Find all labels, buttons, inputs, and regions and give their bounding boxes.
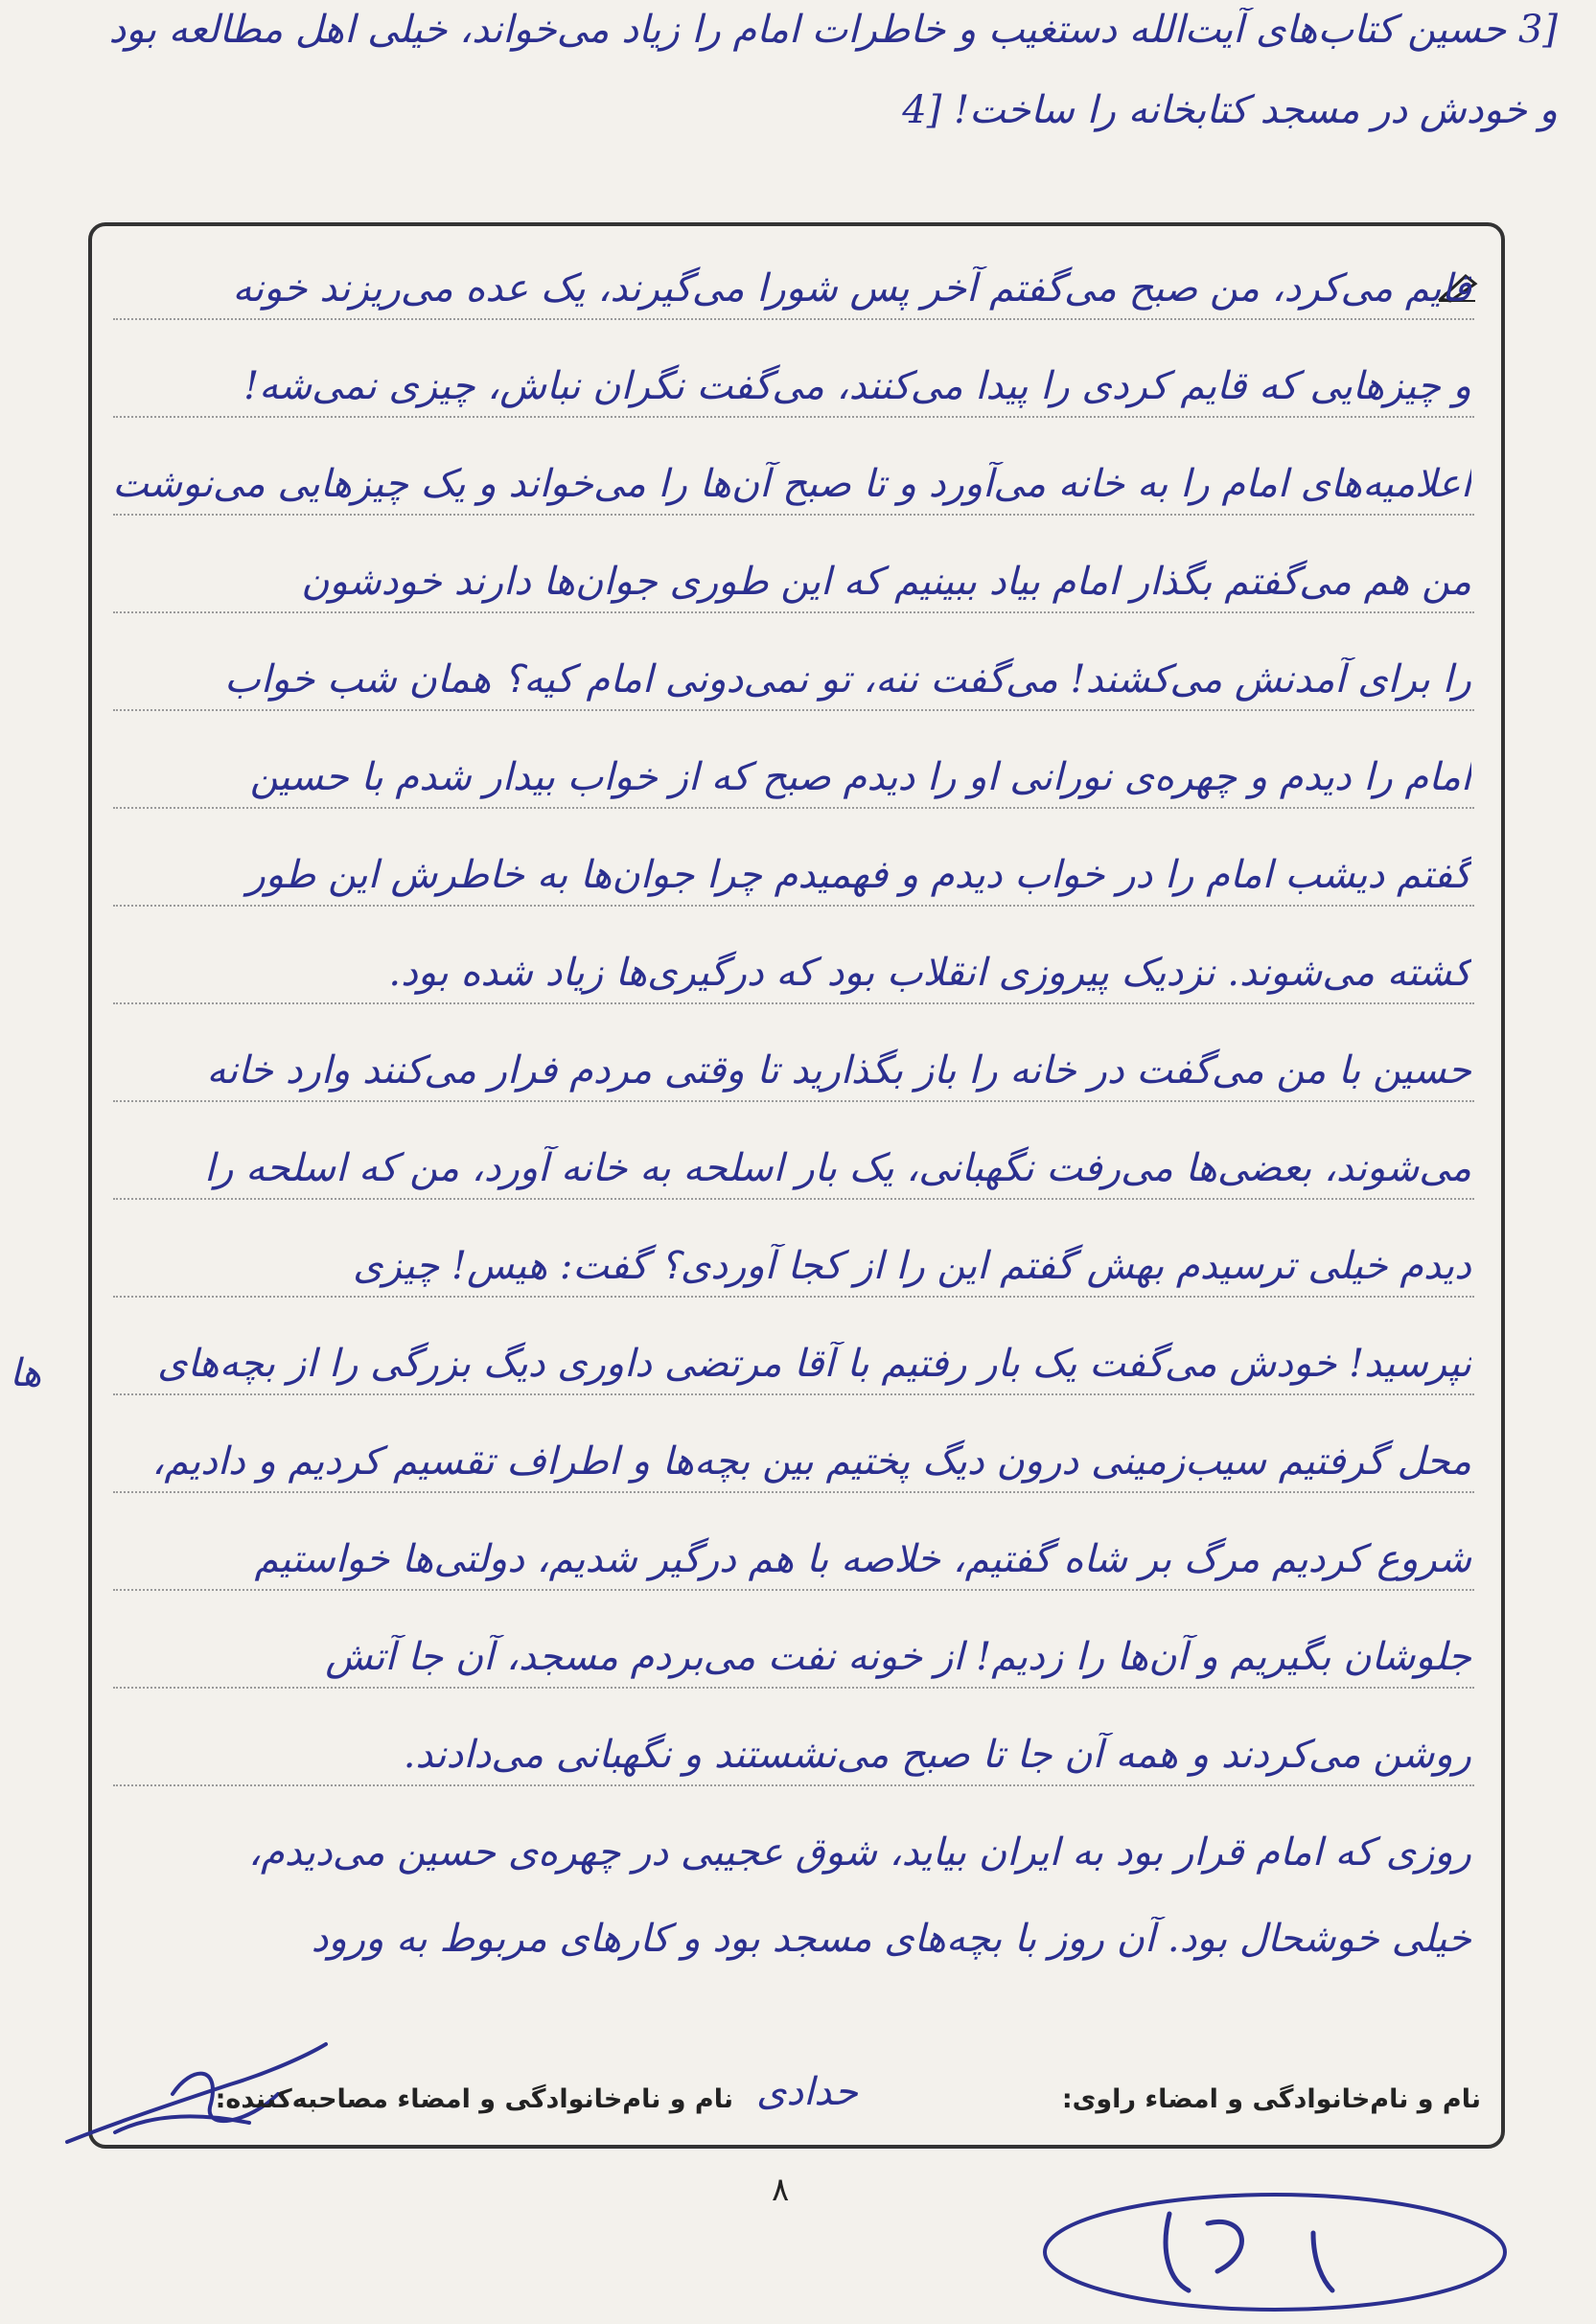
body-line-8: کشته می‌شوند. نزدیک پیروزی انقلاب بود که درگیری‌ها زیاد شده بود. <box>388 951 1471 995</box>
body-line-17: روزی که امام قرار بود به ایران بیاید، شوق عجیبی در چهره‌ی حسین می‌دیدم، <box>248 1830 1471 1875</box>
margin-note: ها <box>10 1351 42 1395</box>
ruled-line <box>113 1393 1474 1395</box>
interviewer-label: نام و نام‌خانوادگی و امضاء مصاحبه‌کننده: <box>215 2084 733 2114</box>
ruled-line <box>113 709 1474 711</box>
ruled-line <box>113 1296 1474 1298</box>
ruled-line <box>113 1687 1474 1689</box>
body-line-15: جلوشان بگیریم و آن‌ها را زدیم! از خونه نفت می‌بردم مسجد، آن جا آتش <box>325 1635 1471 1679</box>
body-line-7: گفتم دیشب امام را در خواب دیدم و فهمیدم چرا جوان‌ها به خاطرش این طور <box>246 853 1471 897</box>
ruled-line <box>113 416 1474 418</box>
interviewer-signature <box>1026 2175 1524 2319</box>
ruled-line <box>113 1100 1474 1102</box>
ruled-line <box>113 318 1474 320</box>
body-line-6: امام را دیدم و چهره‌ی نورانی او را دیدم صبح که از خواب بیدار شدم با حسین <box>249 755 1471 799</box>
ruled-line <box>113 1198 1474 1200</box>
body-line-10: می‌شوند، بعضی‌ها می‌رفت نگهبانی، یک بار اسلحه به خانه آورد، من که اسلحه را <box>204 1146 1471 1190</box>
ruled-line <box>113 1784 1474 1786</box>
body-line-11: دیدم خیلی ترسیدم بهش گفتم این را از کجا آوردی؟ گفت: هیس! چیزی <box>353 1244 1471 1288</box>
page-number: ٨ <box>772 2171 790 2209</box>
body-line-2: و چیزهایی که قایم کردی را پیدا می‌کنند، می‌گفت نگران نباش، چیزی نمی‌شه! <box>243 364 1471 408</box>
body-line-5: را برای آمدنش می‌کشند! می‌گفت ننه، تو نمی‌دونی امام کیه؟ همان شب خواب <box>224 657 1471 702</box>
body-line-3: اعلامیه‌های امام را به خانه می‌آورد و تا صبح آن‌ها را می‌خواند و یک چیزهایی می‌نوشت <box>112 462 1471 506</box>
ruled-line <box>113 1491 1474 1493</box>
top-note-line-2: و خودش در مسجد کتابخانه را ساخت! [4 <box>902 88 1558 132</box>
ruled-line <box>113 514 1474 516</box>
ruled-line <box>113 1002 1474 1004</box>
body-line-18: خیلی خوشحال بود. آن روز با بچه‌های مسجد بود و کارهای مربوط به ورود <box>311 1917 1471 1961</box>
body-line-14: شروع کردیم مرگ بر شاه گفتیم، خلاصه با هم درگیر شدیم، دولتی‌ها خواستیم <box>254 1537 1471 1581</box>
body-line-13: محل گرفتیم سیب‌زمینی درون دیگ پختیم بین بچه‌ها و اطراف تقسیم کردیم و دادیم، <box>151 1439 1471 1484</box>
body-line-1: قایم می‌کرد، من صبح می‌گفتم آخر پس شورا می‌گیرند، یک عده می‌ریزند خونه <box>232 266 1471 311</box>
interviewer-name: حدادی <box>756 2070 858 2114</box>
ruled-line <box>113 807 1474 809</box>
ruled-line <box>113 611 1474 613</box>
ruled-line <box>113 1589 1474 1591</box>
body-line-12: نپرسید! خودش می‌گفت یک بار رفتیم با آقا مرتضی داوری دیگ بزرگی را از بچه‌های <box>157 1342 1471 1386</box>
body-line-16: روشن می‌کردند و همه آن جا تا صبح می‌نشستند و نگهبانی می‌دادند. <box>403 1733 1471 1777</box>
ruled-line <box>113 905 1474 907</box>
narrator-label: نام و نام‌خانوادگی و امضاء راوی: <box>1061 2084 1481 2114</box>
top-note-line-1: [3 حسین کتاب‌های آیت‌الله دستغیب و خاطرات امام را زیاد می‌خواند، خیلی اهل مطالعه بود <box>108 8 1558 52</box>
body-line-4: من هم می‌گفتم بگذار امام بیاد ببینیم که این طوری جوان‌ها دارند خودشون <box>301 560 1471 604</box>
body-line-9: حسین با من می‌گفت در خانه را باز بگذارید تا وقتی مردم فرار می‌کنند وارد خانه <box>206 1048 1471 1093</box>
